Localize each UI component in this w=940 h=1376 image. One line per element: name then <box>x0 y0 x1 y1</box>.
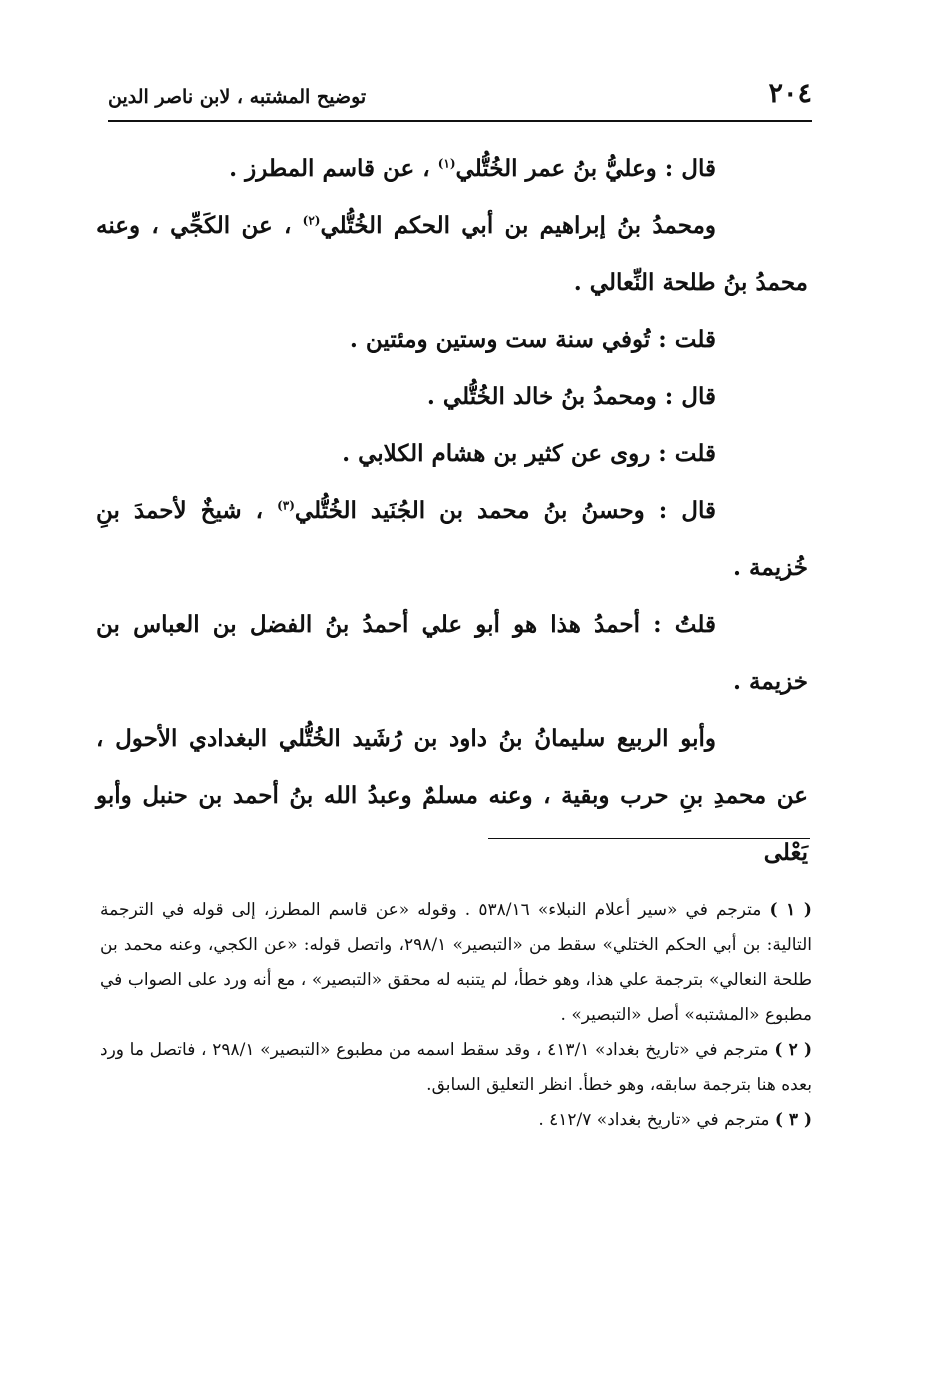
footnote-1 <box>100 893 812 1033</box>
footnote-2-text: مترجم في «تاريخ بغداد» ٤١٣/١ ، وقد سقط اسمه من مطبوع «التبصير» ٢٩٨/١ ، فاتصل ما ورد بعده هنا بترجمة سابقه، وهو خطأ. انظر التعليق السابق. <box>100 1040 812 1095</box>
footnote-3 <box>100 1103 812 1138</box>
page-number: ٢٠٤ <box>768 78 812 109</box>
footnotes <box>100 893 812 1138</box>
running-title: توضيح المشتبه ، لابن ناصر الدين <box>108 86 367 108</box>
paragraph-6-text: قال : وحسنُ بنُ محمد بن الجُنَيد الخُتُّلي <box>294 497 716 524</box>
footnote-rule <box>488 838 810 839</box>
paragraph-5: قلت : روى عن كثير بن هشام الكلابي . <box>342 440 716 467</box>
footnote-2 <box>100 1033 812 1103</box>
footnote-3-number: ( ٣ ) <box>774 1110 812 1130</box>
paragraph-2 <box>96 197 808 311</box>
footnote-1-text: مترجم في «سير أعلام النبلاء» ٥٣٨/١٦ . وقوله «عن قاسم المطرز، إلى قوله في الترجمة التالية: بن أبي الحكم الختلي» سقط من «التبصير» ٢٩٨/١، واتصل قوله: «عن الكجي، وعنه محمد بن طلحة النعالي» بترجمة علي هذا، وهو خطأ، لم يتنبه له محقق «التبصير» ، مع أنه ورد على الصواب في مطبوع «المشتبه» أصل «التبصير» . <box>100 900 812 1025</box>
header-rule <box>108 120 812 122</box>
footnote-3-text: مترجم في «تاريخ بغداد» ٤١٢/٧ . <box>538 1110 775 1130</box>
paragraph-6-rest: ، شيخٌ لأحمدَ بنِ خُزيمة . <box>96 497 808 581</box>
footnote-ref-1: (١) <box>437 156 456 171</box>
paragraph-2-rest: ، عن الكَجِّي ، وعنه محمدُ بنُ طلحة النِّعالي . <box>96 212 808 296</box>
paragraph-2-text: ومحمدُ بنُ إبراهيم بن أبي الحكم الخُتُّلي <box>320 212 716 239</box>
paragraph-3: قلت : تُوفي سنة ست وستين ومئتين . <box>349 326 716 353</box>
paragraph-4: قال : ومحمدُ بنُ خالد الخُتُّلي . <box>426 383 716 410</box>
main-text <box>96 140 808 881</box>
paragraph-1-rest: ، عن قاسم المطرز . <box>229 155 438 182</box>
footnote-ref-3: (٣) <box>277 498 295 513</box>
footnote-ref-2: (٢) <box>302 213 321 228</box>
paragraph-1-text: قال : وعليُّ بنُ عمر الخُتُّلي <box>455 155 716 182</box>
page-header <box>108 62 812 120</box>
footnote-2-number: ( ٢ ) <box>774 1040 813 1060</box>
paragraph-7: قلتُ : أحمدُ هذا هو أبو علي أحمدُ بنُ الفضل بن العباس بن خزيمة . <box>96 611 808 695</box>
paragraph-8: وأبو الربيع سليمانُ بنُ داود بن رُشَيد الخُتُّلي البغدادي الأحول ، عن محمدِ بنِ حرب وبقية ، وعنه مسلمٌ وعبدُ الله بنُ أحمد بن حنبل وأبو يَعْلى <box>96 725 808 866</box>
footnote-1-number: ( ١ ) <box>769 900 812 920</box>
paragraph-6 <box>96 482 808 596</box>
paragraph-1 <box>96 140 808 197</box>
